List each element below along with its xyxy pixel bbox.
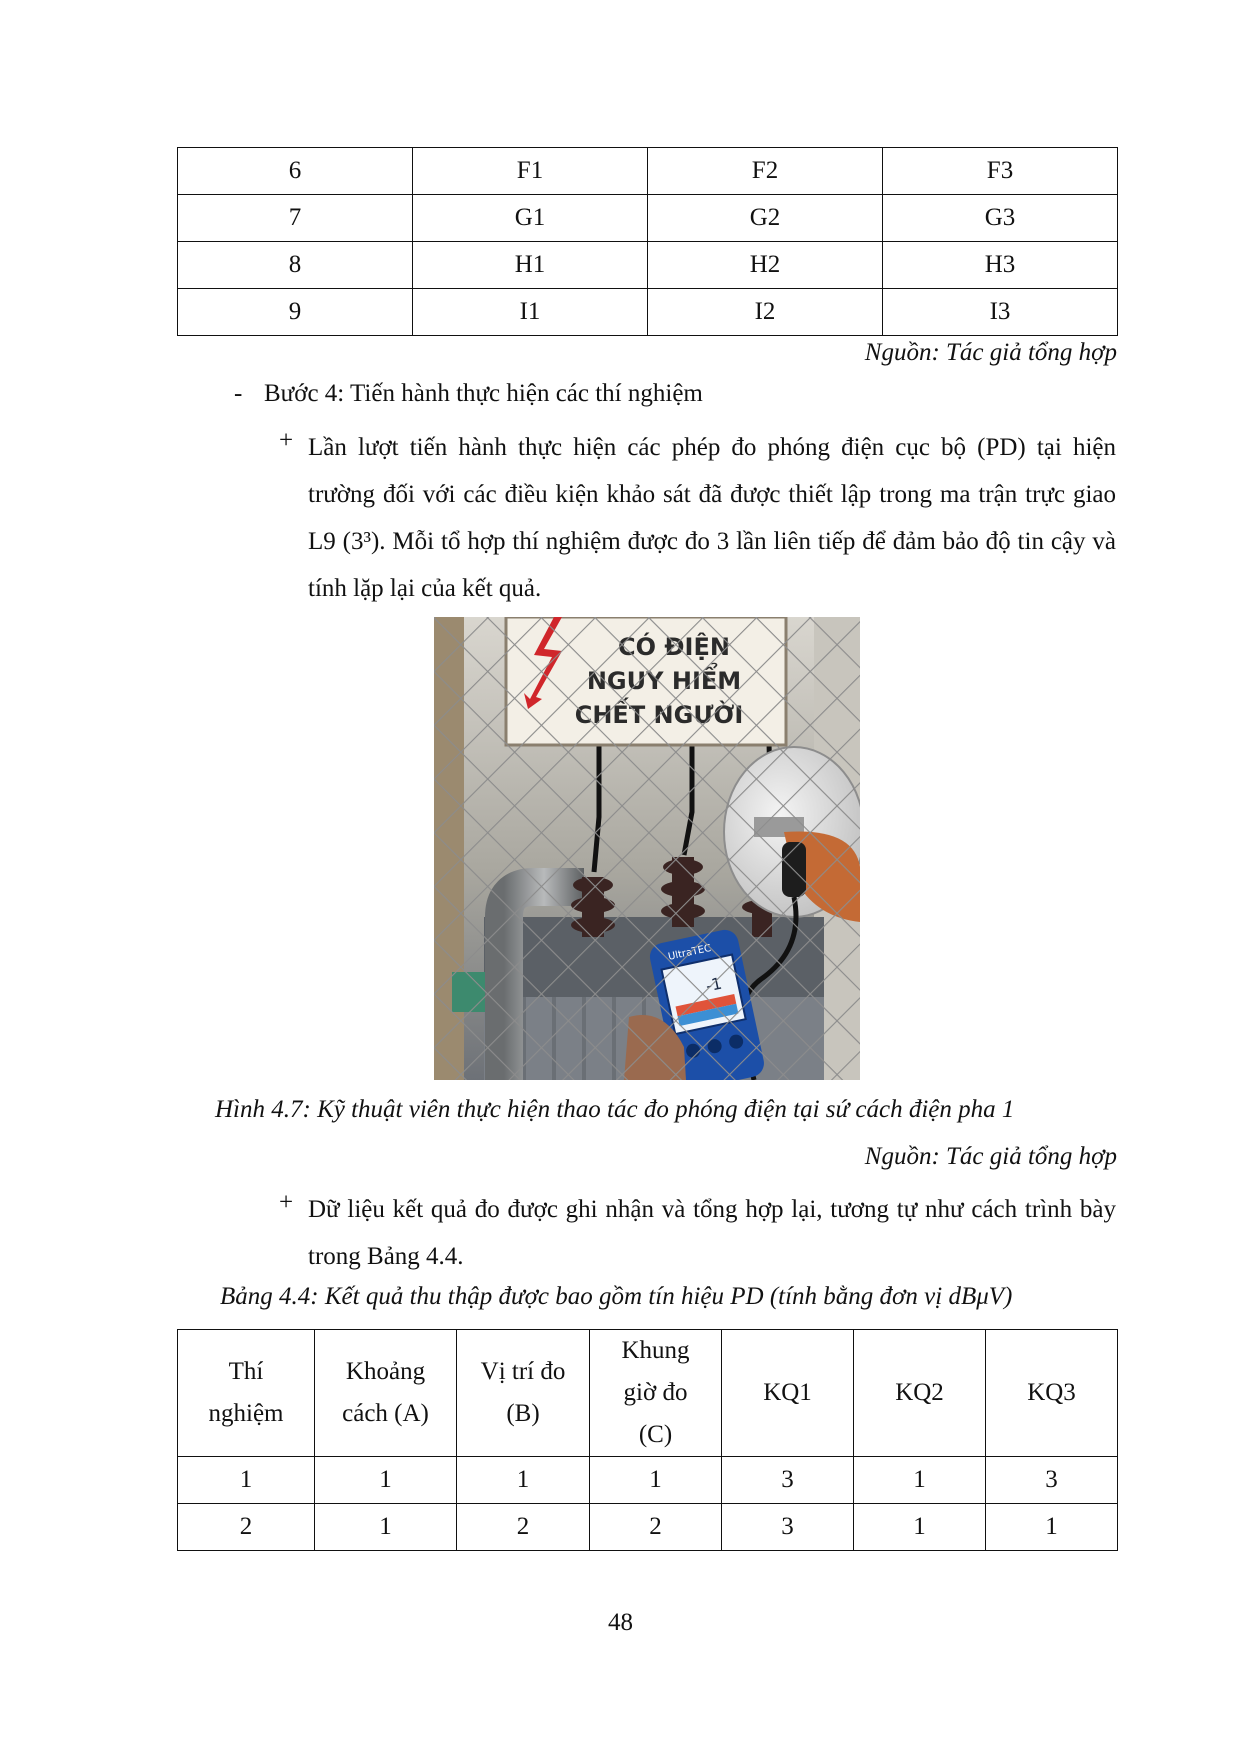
table-cell: I1 [413,289,648,336]
table-cell: H1 [413,242,648,289]
table-cell: F1 [413,148,648,195]
column-header: Thí nghiệm [178,1330,315,1457]
table-cell: G2 [648,195,883,242]
table-header-row [178,1330,1118,1457]
table-cell: F3 [883,148,1118,195]
table-cell: 7 [178,195,413,242]
table-caption: Bảng 4.4: Kết quả thu thập được bao gồm tín hiệu PD (tính bằng đơn vị dBμV) [220,1283,1013,1310]
source-note-figure: Nguồn: Tác giả tổng hợp [864,1143,1117,1170]
table-cell: 1 [315,1457,457,1504]
table-cell: 2 [457,1504,590,1551]
list-plus: + [279,427,294,454]
table-cell: 1 [986,1504,1118,1551]
orthogonal-array-table-continued [177,147,1118,336]
list-dash: - [234,380,243,407]
table-cell: 3 [986,1457,1118,1504]
table-cell: 2 [590,1504,722,1551]
table-cell: G3 [883,195,1118,242]
table-cell: 3 [722,1457,854,1504]
step-4-heading: Bước 4: Tiến hành thực hiện các thí nghiệm [264,380,703,407]
table-row [178,1504,1118,1551]
table-row [178,289,1118,336]
table-cell: G1 [413,195,648,242]
list-plus-2: + [279,1189,294,1216]
column-header: KQ1 [722,1330,854,1457]
table-cell: 2 [178,1504,315,1551]
table-cell: 1 [457,1457,590,1504]
table-row [178,242,1118,289]
table-cell: I3 [883,289,1118,336]
data-note-paragraph: Dữ liệu kết quả đo được ghi nhận và tổng hợp lại, tương tự như cách trình bày trong Bảng 4.4. [308,1196,1116,1270]
table-row [178,195,1118,242]
table-cell: 6 [178,148,413,195]
step-4-paragraph: Lần lượt tiến hành thực hiện các phép đo phóng điện cục bộ (PD) tại hiện trường đối với các điều kiện khảo sát đã được thiết lập trong ma trận trực giao L9 (3³). Mỗi tổ hợp thí nghiệm được đo 3 lần liên tiếp để đảm bảo độ tin cậy và tính lặp lại của kết quả. [308,434,1116,602]
table-cell: H2 [648,242,883,289]
table-cell: F2 [648,148,883,195]
table-row [178,1457,1118,1504]
source-note: Nguồn: Tác giả tổng hợp [864,339,1117,366]
table-cell: I2 [648,289,883,336]
column-header: Vị trí đo (B) [457,1330,590,1457]
pd-results-table [177,1329,1118,1551]
column-header: KQ2 [854,1330,986,1457]
table-cell: 1 [178,1457,315,1504]
table-cell: 9 [178,289,413,336]
field-measurement-photo [434,617,860,1080]
table-cell: 1 [854,1504,986,1551]
column-header: Khung giờ đo (C) [590,1330,722,1457]
table-row [178,148,1118,195]
table-cell: 1 [590,1457,722,1504]
table-cell: 1 [854,1457,986,1504]
table-cell: 3 [722,1504,854,1551]
table-cell: 8 [178,242,413,289]
table-cell: H3 [883,242,1118,289]
column-header: Khoảng cách (A) [315,1330,457,1457]
column-header: KQ3 [986,1330,1118,1457]
table-cell: 1 [315,1504,457,1551]
page-number: 48 [608,1609,633,1636]
photo-illustration [434,617,860,1080]
figure-caption: Hình 4.7: Kỹ thuật viên thực hiện thao tác đo phóng điện tại sứ cách điện pha 1 [215,1096,1015,1123]
